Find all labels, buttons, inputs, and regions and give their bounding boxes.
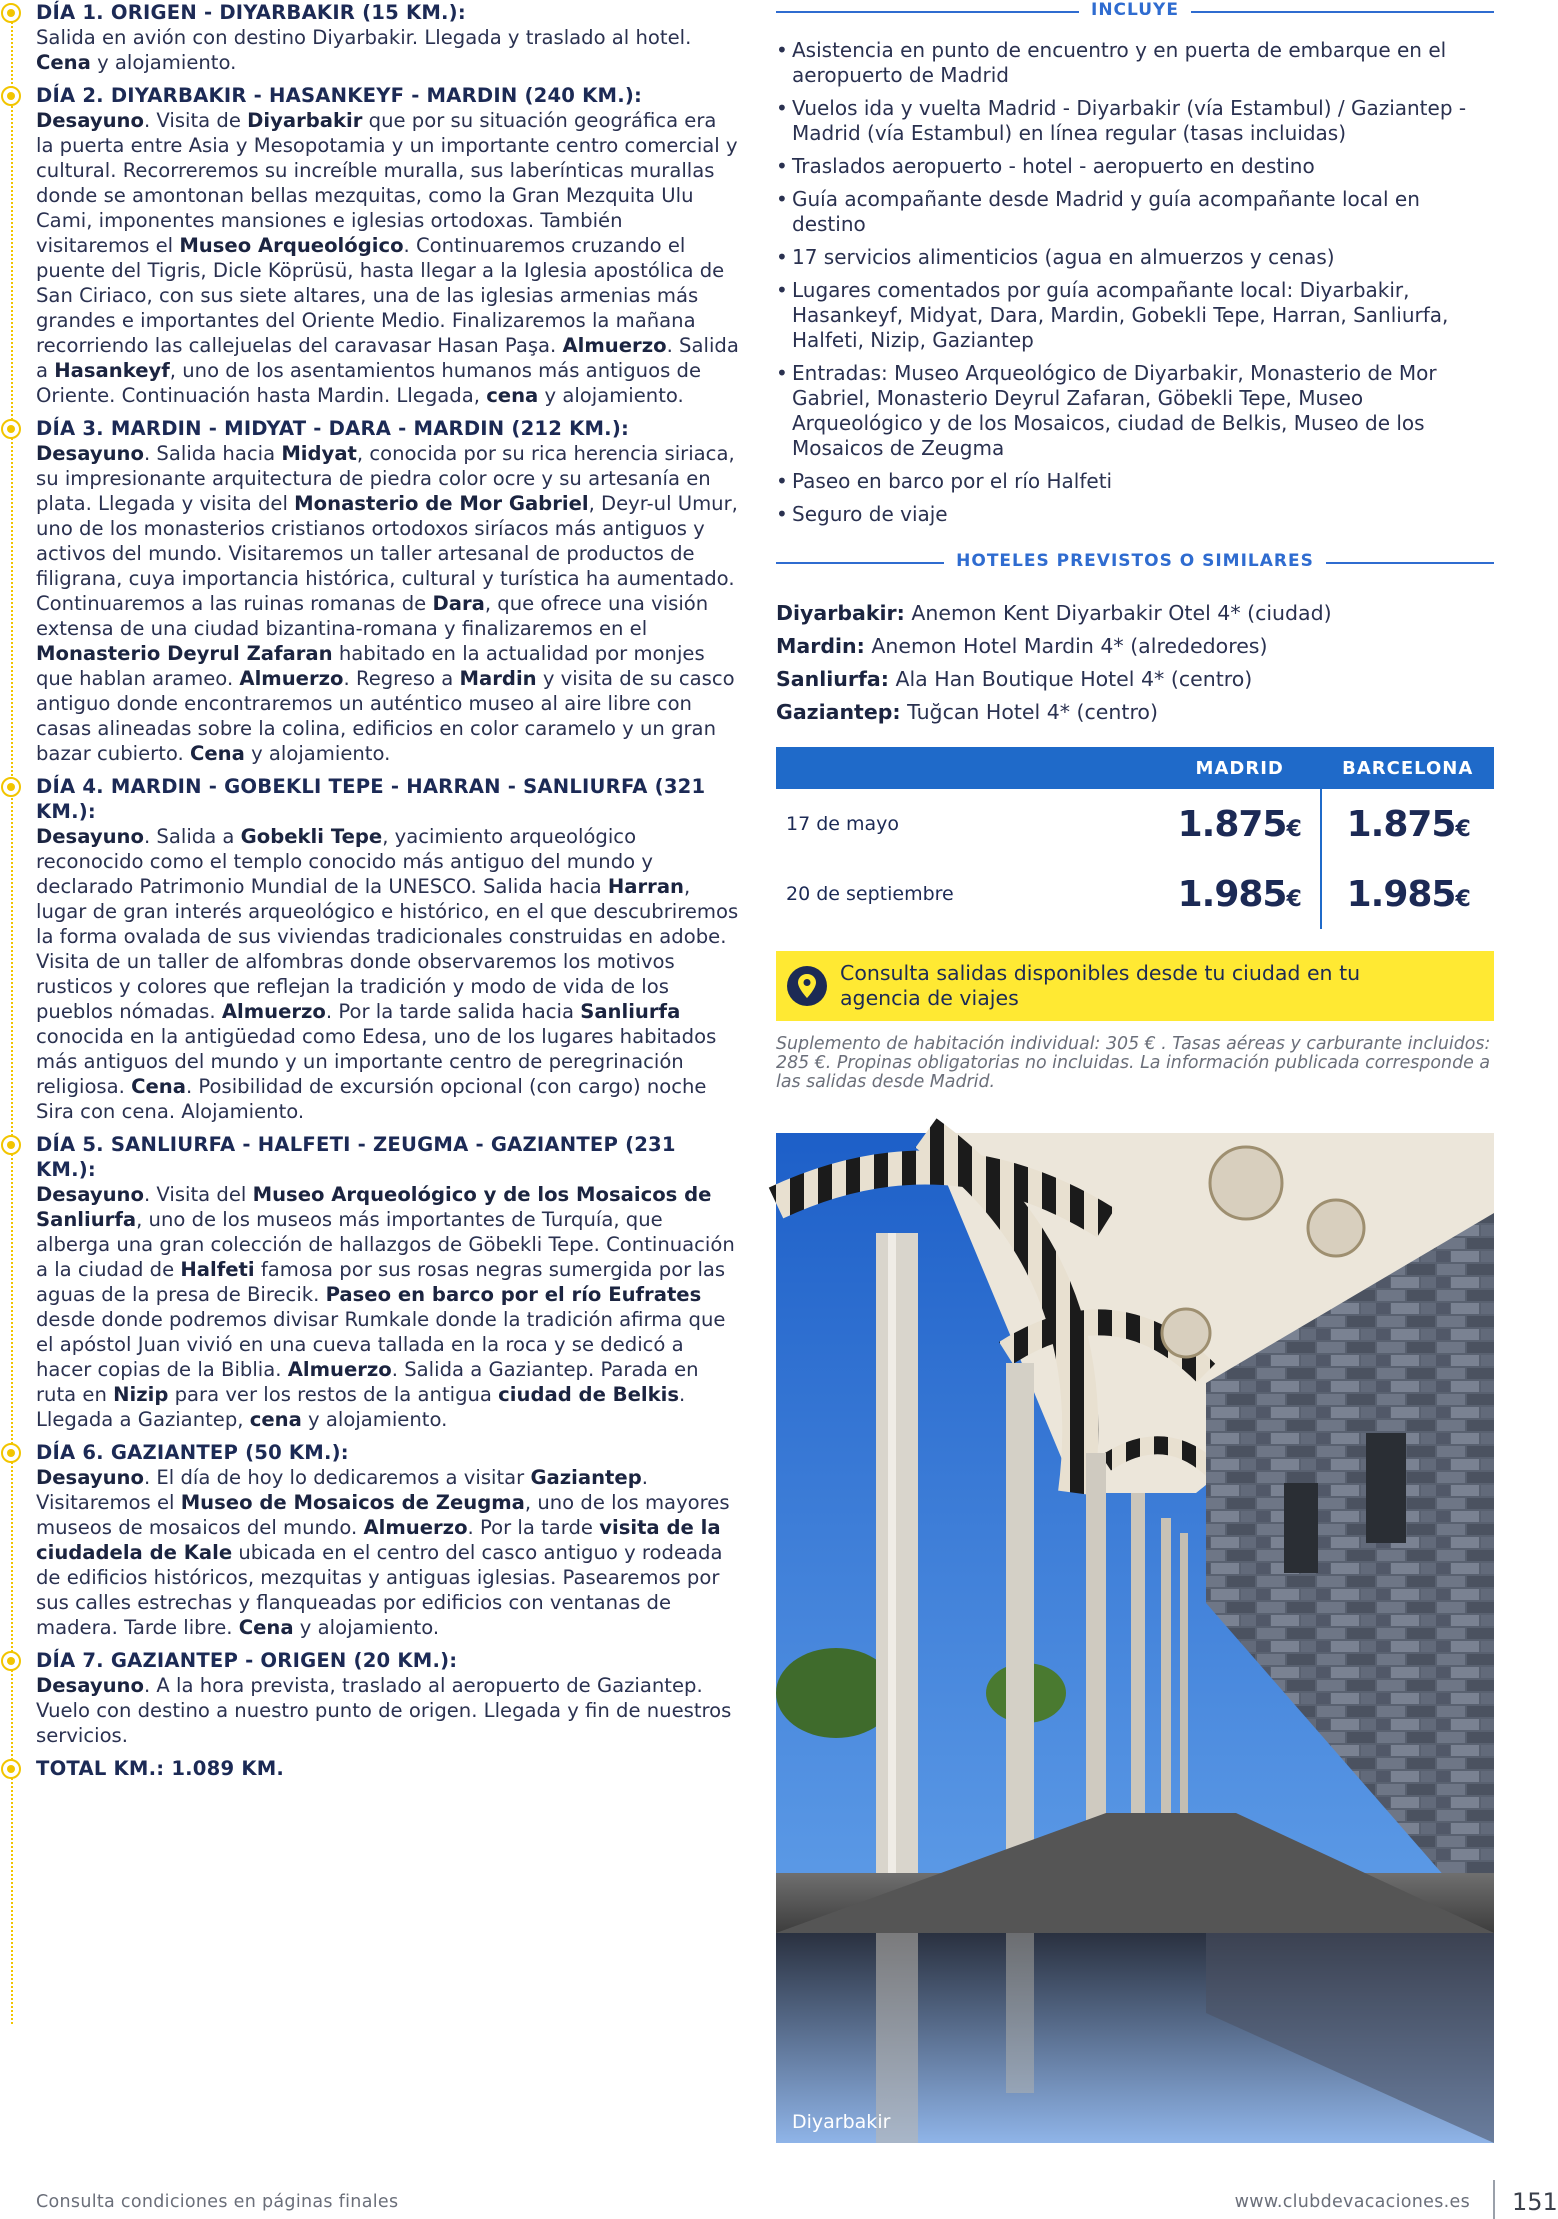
day-description: Desayuno. Visita del Museo Arqueológico y de los Mosaicos de Sanliurfa, uno de los museos más importantes de Turquía, que alberga una gran colección de hallazgos de Göbekli Tepe. Continuación a la ciudad de Halfeti famosa por sus rosas negras sumergida por las aguas de la presa de Birecik. Paseo en barco por el río Eufrates desde donde podremos divisar Rumkale donde la tradición afirma que el apóstol Juan vivió en una cueva tallada en la roca y se dedicó a hacer copias de la Biblia. Almuerzo. Salida a Gaziantep. Parada en ruta en Nizip para ver los restos de la antigua ciudad de Belkis. Llegada a Gaziantep, cena y alojamiento. [36, 1183, 735, 1431]
timeline-marker-icon [1, 86, 21, 106]
incluye-item: • Asistencia en punto de encuentro y en puerta de embarque en el aeropuerto de Madrid [776, 38, 1494, 88]
incluye-heading-label: INCLUYE [1079, 0, 1191, 20]
price-table-corner [776, 747, 1158, 789]
incluye-item: • Seguro de viaje [776, 502, 1494, 527]
consulta-box [776, 951, 1494, 1021]
total-km [0, 1756, 740, 1781]
footer-conditions: Consulta condiciones en páginas finales [36, 2192, 399, 2212]
price-value: 1.985 [1346, 873, 1456, 915]
day-description: Desayuno. Visita de Diyarbakir que por su situación geográfica era la puerta entre Asia y Mesopotamia y un importante centro comercial y cultural. Recorreremos su increíble muralla, sus laberínticas murallas donde se amontonan bellas mezquitas, como la Gran Mezquita Ulu Cami, imponentes mansiones e iglesias ortodoxas. También visitaremos el Museo Arqueológico. Continuaremos cruzando el puente del Tigris, Dicle Köprüsü, hasta llegar a la Iglesia apostólica de San Ciriaco, con sus siete altares, una de las iglesias armenias más grandes e importantes del Oriente Medio. Finalizaremos la mañana recorriendo las callejuelas del caravasar Hasan Paşa. Almuerzo. Salida a Hasankeyf, uno de los asentamientos humanos más antiguos de Oriente. Continuación hasta Mardin. Llegada, cena y alojamiento. [36, 109, 739, 407]
day-description: Desayuno. El día de hoy lo dedicaremos a visitar Gaziantep. Visitaremos el Museo de Mosaicos de Zeugma, uno de los mayores museos de mosaicos del mundo. Almuerzo. Por la tarde visita de la ciudadela de Kale ubicada en el centro del casco antiguo y rodeada de edificios históricos, mezquitas y antiguas iglesias. Pasearemos por sus calles estrechas y flanqueadas por edificios con ventanas de madera. Tarde libre. Cena y alojamiento. [36, 1466, 730, 1639]
incluye-item: • 17 servicios alimenticios (agua en almuerzos y cenas) [776, 245, 1494, 270]
incluye-item: • Paseo en barco por el río Halfeti [776, 469, 1494, 494]
currency-symbol: € [1455, 886, 1470, 912]
hotel-city: Gaziantep: [776, 700, 901, 724]
hotel-city: Mardin: [776, 634, 865, 658]
incluye-item: • Vuelos ida y vuelta Madrid - Diyarbakir (vía Estambul) / Gaziantep - Madrid (vía Estambul) en línea regular (tasas incluidas) [776, 96, 1494, 146]
price-barcelona [1321, 789, 1494, 859]
day-7 [0, 1648, 740, 1748]
day-title: DÍA 7. GAZIANTEP - ORIGEN (20 KM.): [36, 1649, 458, 1672]
price-value: 1.985 [1177, 873, 1287, 915]
hotel-name: Anemon Hotel Mardin 4* (alrededores) [871, 634, 1268, 658]
page-number: 151 [1512, 2188, 1558, 2216]
footer-separator [1493, 2180, 1495, 2219]
day-title: DÍA 1. ORIGEN - DIYARBAKIR (15 KM.): [36, 1, 466, 24]
hotel-name: Anemon Kent Diyarbakir Otel 4* (ciudad) [911, 601, 1332, 625]
hotel-entry [776, 700, 1494, 725]
hotel-name: Tuğcan Hotel 4* (centro) [907, 700, 1158, 724]
total-km-label: TOTAL KM.: 1.089 KM. [36, 1757, 285, 1780]
incluye-list [776, 38, 1494, 527]
price-row [776, 789, 1494, 859]
hotel-entry [776, 667, 1494, 692]
itinerary [0, 0, 740, 2080]
hotel-entry [776, 634, 1494, 659]
price-col-barcelona: BARCELONA [1321, 747, 1494, 789]
currency-symbol: € [1286, 816, 1301, 842]
hotel-entry [776, 601, 1494, 626]
day-title: DÍA 4. MARDIN - GOBEKLI TEPE - HARRAN - SANLIURFA (321 KM.): [36, 775, 706, 823]
diyarbakir-photo [776, 1133, 1494, 2143]
consulta-line-2: agencia de viajes [840, 986, 1019, 1010]
hoteles-heading-label: HOTELES PREVISTOS O SIMILARES [944, 551, 1326, 571]
timeline-marker-icon [1, 1651, 21, 1671]
hoteles-heading [776, 551, 1494, 577]
timeline-marker-icon [1, 1135, 21, 1155]
day-title: DÍA 2. DIYARBAKIR - HASANKEYF - MARDIN (240 KM.): [36, 84, 643, 107]
day-5 [0, 1132, 740, 1432]
incluye-item: • Lugares comentados por guía acompañante local: Diyarbakir, Hasankeyf, Midyat, Dara, Mardin, Gobekli Tepe, Harran, Sanliurfa, Halfeti, Nizip, Gaziantep [776, 278, 1494, 353]
price-value: 1.875 [1177, 803, 1287, 845]
day-description: Salida en avión con destino Diyarbakir. Llegada y traslado al hotel. Cena y alojamiento. [36, 26, 692, 74]
suplemento-note: Suplemento de habitación individual: 305 € . Tasas aéreas y carburante incluidos: 285 €. Propinas obligatorias no incluidas. La información publicada corresponde a las salidas desde Madrid. [776, 1034, 1491, 1092]
day-description: Desayuno. Salida hacia Midyat, conocida por su rica herencia siriaca, su impresionante arquitectura de piedra color ocre y su artesanía en plata. Llegada y visita del Monasterio de Mor Gabriel, Deyr-ul Umur, uno de los monasterios cristianos ortodoxos siríacos más antiguos y activos del mundo. Visitaremos un taller artesanal de productos de filigrana, cuya importancia histórica, cultural y turística ha aumentado. Continuaremos a las ruinas romanas de Dara, que ofrece una visión extensa de una ciudad bizantina-romana y finalizaremos en el Monasterio Deyrul Zafaran habitado en la actualidad por monjes que hablan arameo. Almuerzo. Regreso a Mardin y visita de su casco antiguo donde encontraremos un auténtico museo al aire libre con casas alineadas sobre la colina, edificios en color caramelo y un gran bazar cubierto. Cena y alojamiento. [36, 442, 738, 765]
mosque-courtyard-illustration [776, 1133, 1494, 2143]
departure-date: 20 de septiembre [786, 883, 954, 905]
incluye-item: • Traslados aeropuerto - hotel - aeropuerto en destino [776, 154, 1494, 179]
day-description: Desayuno. A la hora prevista, traslado al aeropuerto de Gaziantep. Vuelo con destino a nuestro punto de origen. Llegada y fin de nuestros servicios. [36, 1674, 732, 1747]
price-madrid [1158, 859, 1321, 929]
hotel-city: Sanliurfa: [776, 667, 889, 691]
day-title: DÍA 3. MARDIN - MIDYAT - DARA - MARDIN (212 KM.): [36, 417, 630, 440]
timeline-marker-icon [1, 777, 21, 797]
price-row [776, 859, 1494, 929]
timeline-marker-icon [1, 1443, 21, 1463]
incluye-item: • Entradas: Museo Arqueológico de Diyarbakir, Monasterio de Mor Gabriel, Monasterio Deyrul Zafaran, Göbekli Tepe, Museo Arqueológico y de los Mosaicos, ciudad de Belkis, Museo de los Mosaicos de Zeugma [776, 361, 1494, 461]
timeline-marker-icon [1, 419, 21, 439]
day-2 [0, 83, 740, 408]
hotel-city: Diyarbakir: [776, 601, 905, 625]
hotel-name: Ala Han Boutique Hotel 4* (centro) [895, 667, 1253, 691]
price-barcelona [1321, 859, 1494, 929]
footer-website-link[interactable]: www.clubdevacaciones.es [1234, 2192, 1470, 2212]
day-4 [0, 774, 740, 1124]
price-col-madrid: MADRID [1158, 747, 1321, 789]
day-3 [0, 416, 740, 766]
day-6 [0, 1440, 740, 1640]
day-list [0, 0, 740, 1781]
hotel-list [776, 601, 1494, 725]
departure-date: 17 de mayo [786, 813, 900, 835]
timeline-marker-icon [1, 1759, 21, 1779]
timeline-marker-icon [1, 3, 21, 23]
currency-symbol: € [1455, 816, 1470, 842]
photo-caption: Diyarbakir [792, 2111, 891, 2133]
price-value: 1.875 [1346, 803, 1456, 845]
day-description: Desayuno. Salida a Gobekli Tepe, yacimiento arqueológico reconocido como el templo conocido más antiguo del mundo y declarado Patrimonio Mundial de la UNESCO. Salida hacia Harran, lugar de gran interés arqueológico e histórico, en el que descubriremos la forma ovalada de sus viviendas tradicionales construidas en adobe. Visita de un taller de alfombras donde observaremos los motivos rusticos y colores que reflejan la tradición y modo de vida de los pueblos nómadas. Almuerzo. Por la tarde salida hacia Sanliurfa conocida en la antigüedad como Edesa, uno de los lugares habitados más antiguos del mundo y un importante centro de peregrinación religiosa. Cena. Posibilidad de excursión opcional (con cargo) noche Sira con cena. Alojamiento. [36, 825, 739, 1123]
location-pin-icon [786, 965, 828, 1007]
day-1 [0, 0, 740, 75]
day-title: DÍA 5. SANLIURFA - HALFETI - ZEUGMA - GAZIANTEP (231 KM.): [36, 1133, 676, 1181]
incluye-item: • Guía acompañante desde Madrid y guía acompañante local en destino [776, 187, 1494, 237]
day-title: DÍA 6. GAZIANTEP (50 KM.): [36, 1441, 349, 1464]
consulta-line-1: Consulta salidas disponibles desde tu ciudad en tu [840, 961, 1361, 985]
currency-symbol: € [1286, 886, 1301, 912]
incluye-heading [776, 0, 1494, 26]
price-table [776, 747, 1494, 929]
right-column [776, 0, 1494, 1092]
price-madrid [1158, 789, 1321, 859]
